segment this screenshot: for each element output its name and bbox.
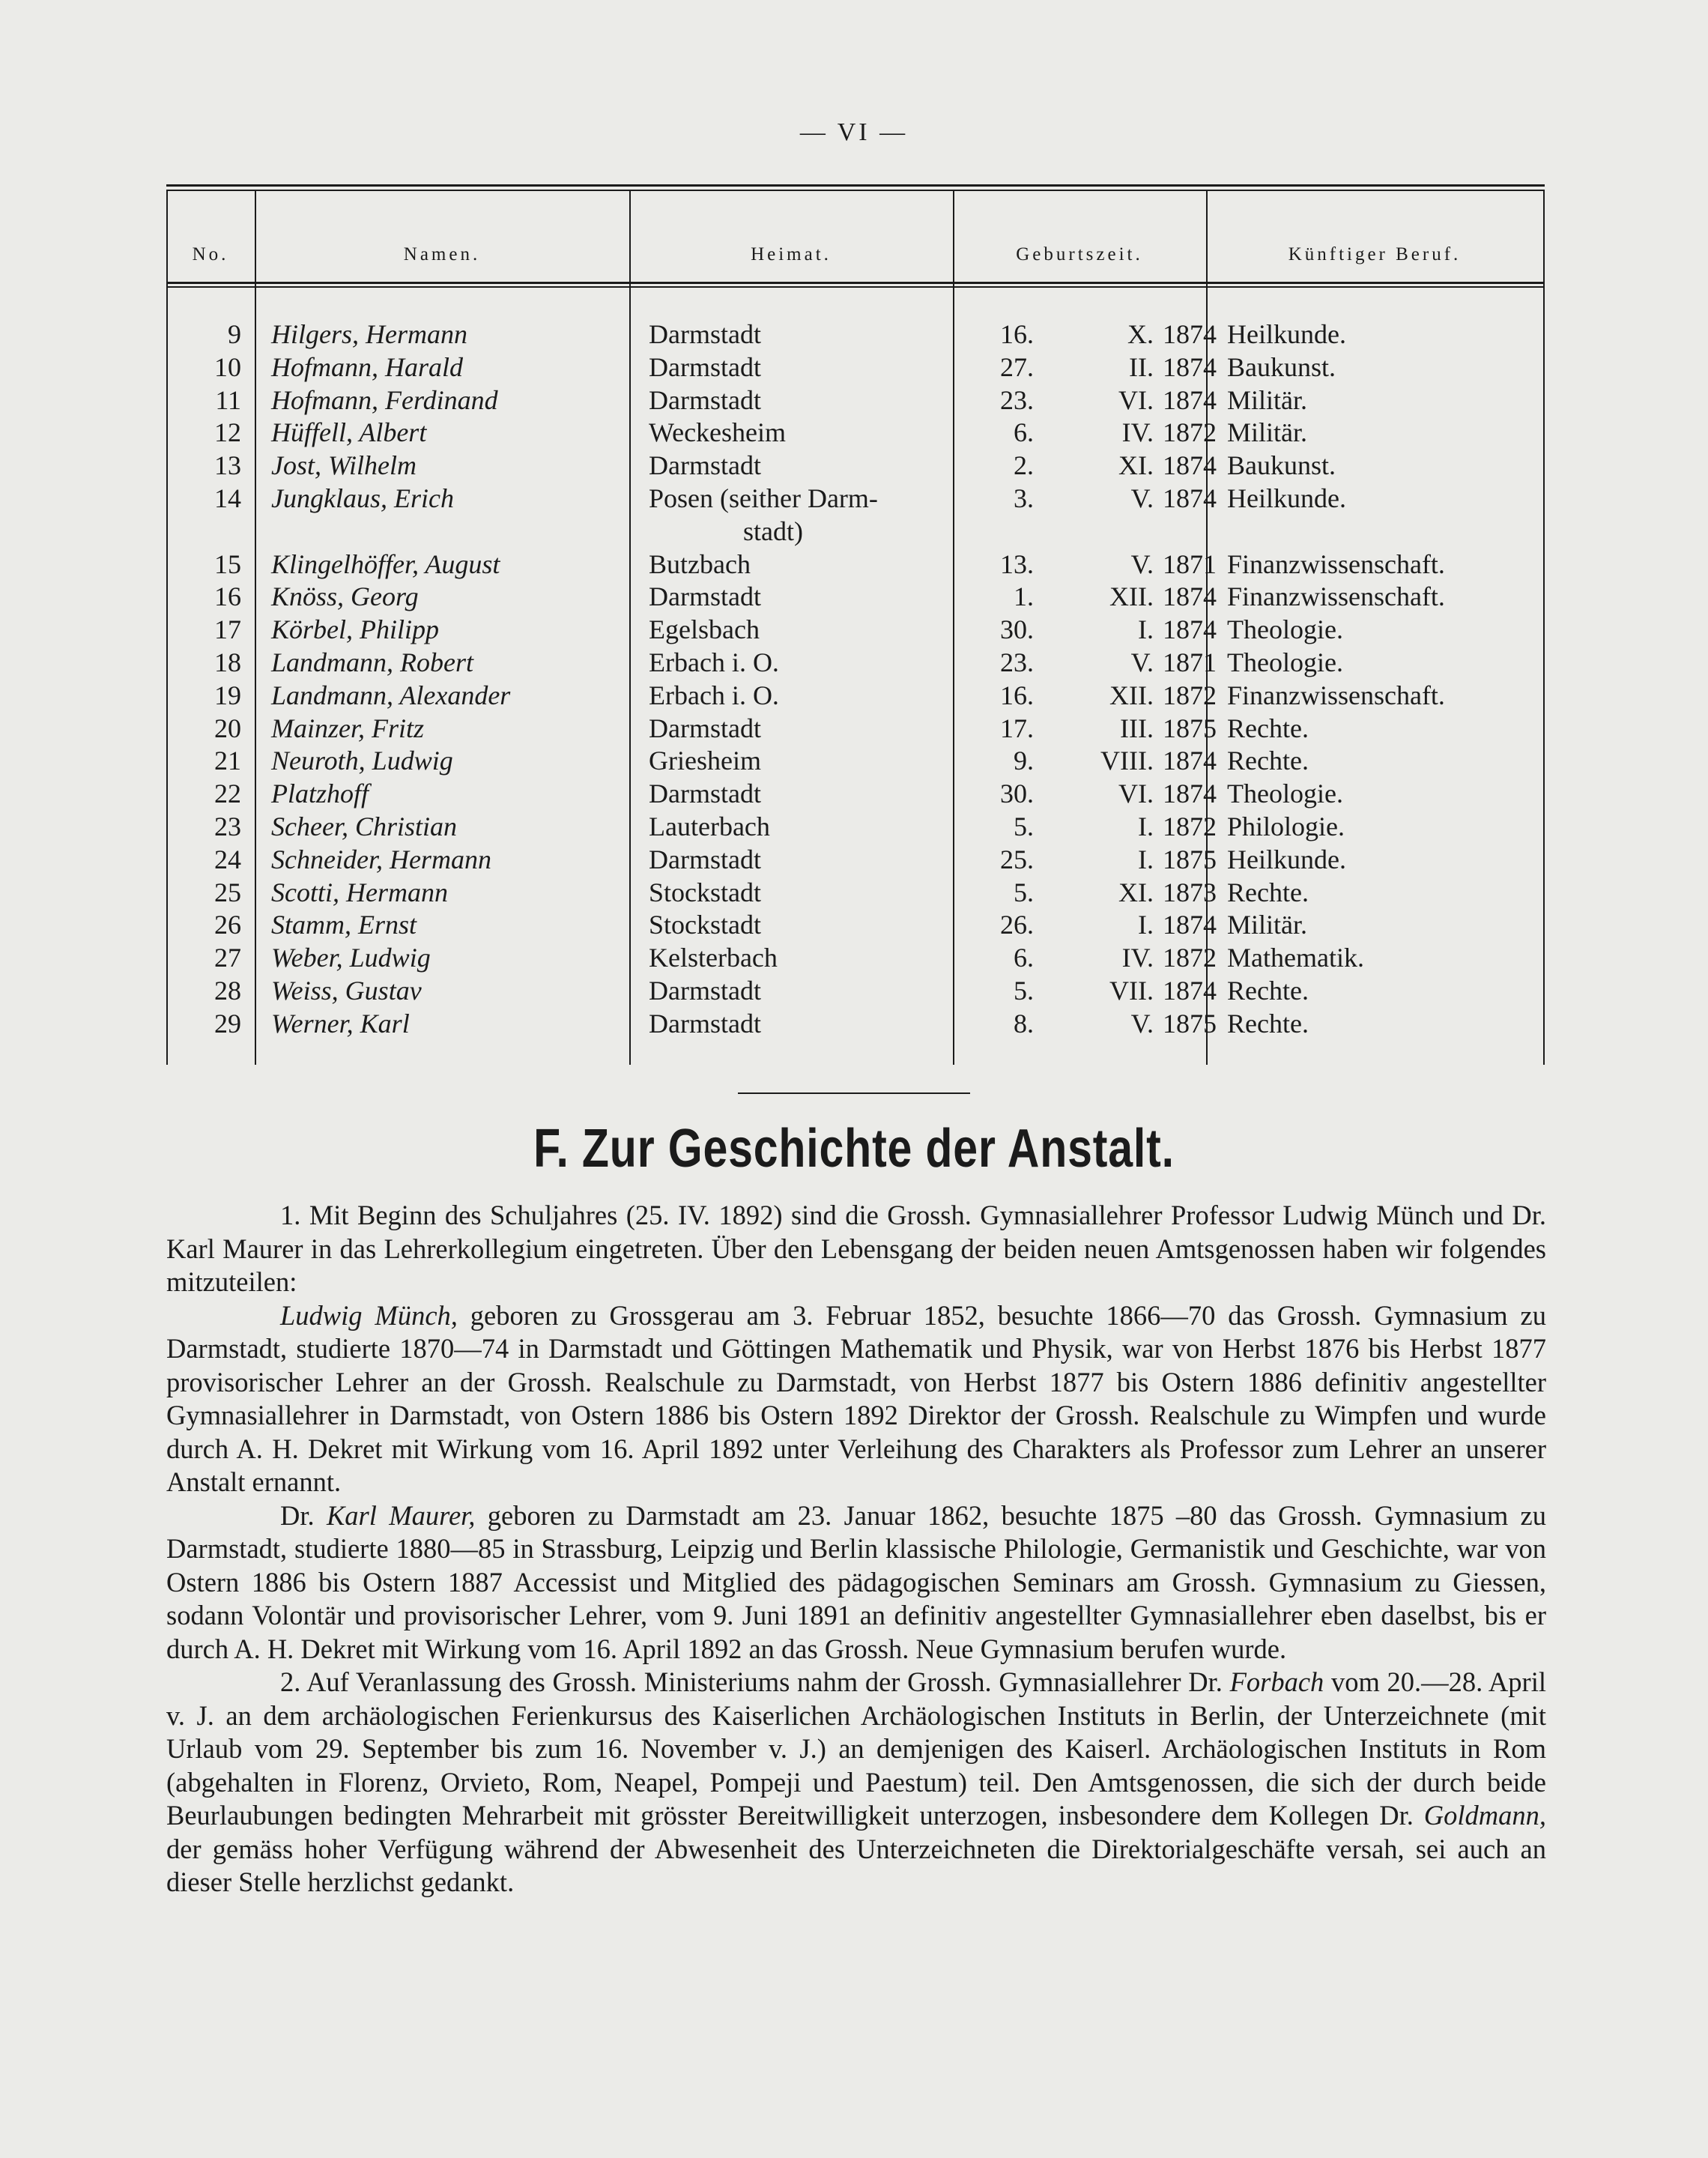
row-birth-year: 1874 — [1163, 581, 1217, 612]
row-no: 14 — [214, 483, 241, 513]
row-home: Darmstadt — [649, 779, 761, 809]
table-row — [166, 810, 1545, 843]
row-birth-year: 1872 — [1163, 811, 1217, 841]
row-name: Scheer, Christian — [271, 811, 457, 841]
table-row — [166, 646, 1545, 679]
row-birth-month: VI. — [1118, 779, 1154, 809]
row-no: 11 — [215, 384, 241, 415]
section-title: F. Zur Geschichte der Anstalt. — [533, 1119, 1175, 1179]
table-row — [166, 449, 1545, 482]
name-goldmann: Goldmann, — [1423, 1800, 1546, 1831]
row-no: 21 — [214, 746, 241, 776]
row-career: Theologie. — [1227, 614, 1343, 645]
row-home: Erbach i. O. — [649, 680, 779, 710]
row-birth-year: 1871 — [1163, 647, 1217, 677]
name-muench: Ludwig Münch, — [280, 1299, 458, 1331]
header-birth: Geburtszeit. — [1016, 244, 1143, 265]
row-birth-month: XII. — [1109, 680, 1154, 710]
row-no: 10 — [214, 351, 241, 382]
row-name: Landmann, Alexander — [271, 680, 511, 710]
row-birth-month: I. — [1138, 614, 1154, 645]
row-home: Darmstadt — [649, 1008, 761, 1039]
row-home: Butzbach — [649, 548, 751, 579]
row-birth-day: 5. — [1014, 877, 1034, 907]
row-career: Militär. — [1227, 910, 1307, 940]
row-birth-day: 23. — [1000, 384, 1034, 415]
row-name: Neuroth, Ludwig — [271, 746, 453, 776]
row-birth-month: XI. — [1118, 450, 1154, 481]
row-no: 9 — [228, 319, 241, 349]
row-name: Klingelhöffer, August — [271, 548, 500, 579]
row-no: 19 — [214, 680, 241, 710]
row-birth-year: 1874 — [1163, 384, 1217, 415]
table-row — [166, 777, 1545, 810]
row-career: Finanzwissenschaft. — [1227, 680, 1445, 710]
paragraph-1: 1. Mit Beginn des Schuljahres (25. IV. 1892) sind die Grossh. Gymnasiallehrer Professor Ludwig Münch und Dr. Karl Maurer in das Lehrerkollegium eingetreten. Über den Lebensgang der beiden neuen Amtsgenossen haben wir folgendes mitzuteilen: — [166, 1200, 1546, 1297]
row-name: Hofmann, Harald — [271, 351, 464, 382]
row-home: Weckesheim — [649, 417, 787, 448]
row-no: 27 — [214, 943, 241, 973]
row-career: Rechte. — [1227, 746, 1309, 776]
row-home: Darmstadt — [649, 450, 761, 481]
row-no: 22 — [214, 779, 241, 809]
row-birth-day: 16. — [1000, 680, 1034, 710]
row-birth-month: I. — [1138, 910, 1154, 940]
name-forbach: Forbach — [1229, 1666, 1324, 1697]
row-home: Erbach i. O. — [649, 647, 779, 677]
paragraph-4 — [166, 1666, 1546, 1899]
row-birth-day: 23. — [1000, 647, 1034, 677]
row-birth-day: 5. — [1014, 811, 1034, 841]
row-home: Darmstadt — [649, 351, 761, 382]
table-row — [166, 974, 1545, 1007]
row-no: 23 — [214, 811, 241, 841]
row-birth-month: X. — [1127, 319, 1154, 349]
row-name: Knöss, Georg — [271, 581, 419, 612]
row-no: 24 — [214, 844, 241, 874]
paragraph-4-post: der gemäss hoher Verfügung während der Abwesenheit des Unterzeichneten die Direktorialgeschäfte versah, sei auch an dieser Stelle herzlichst gedankt. — [166, 1833, 1546, 1897]
row-birth-month: III. — [1120, 713, 1154, 743]
row-home: Stockstadt — [649, 877, 761, 907]
row-name: Hüffell, Albert — [271, 417, 427, 448]
table-row — [166, 876, 1545, 909]
row-no: 25 — [214, 877, 241, 907]
table-row-continuation — [166, 515, 1545, 548]
paragraph-2 — [166, 1299, 1546, 1499]
row-home: Darmstadt — [649, 384, 761, 415]
table-row — [166, 712, 1545, 745]
row-birth-year: 1871 — [1163, 548, 1217, 579]
table-row — [166, 416, 1545, 449]
row-home: Darmstadt — [649, 319, 761, 349]
row-career: Heilkunde. — [1227, 319, 1346, 349]
row-birth-day: 26. — [1000, 910, 1034, 940]
row-birth-year: 1874 — [1163, 483, 1217, 513]
row-name: Schneider, Hermann — [271, 844, 491, 874]
row-name: Jost, Wilhelm — [271, 450, 417, 481]
row-name: Platzhoff — [271, 779, 369, 809]
row-birth-month: I. — [1138, 811, 1154, 841]
row-birth-day: 5. — [1014, 976, 1034, 1006]
row-no: 13 — [214, 450, 241, 481]
table-row — [166, 482, 1545, 515]
table-top-rule — [166, 184, 1545, 187]
row-no: 17 — [214, 614, 241, 645]
row-name: Körbel, Philipp — [271, 614, 439, 645]
row-name: Jungklaus, Erich — [271, 483, 454, 513]
row-birth-month: VIII. — [1100, 746, 1154, 776]
row-birth-year: 1874 — [1163, 746, 1217, 776]
table-row — [166, 580, 1545, 613]
row-birth-year: 1874 — [1163, 319, 1217, 349]
row-birth-month: V. — [1130, 1008, 1154, 1039]
paragraph-2-text: geboren zu Grossgerau am 3. Februar 1852, besuchte 1866—70 das Grossh. Gymnasium zu Darmstadt, studierte 1870—74 in Darmstadt und Göttingen Mathematik und Physik, war von Herbst 1876 bis Herbst 1877 provisorischer Lehrer an der Grossh. Realschule zu Darmstadt, von Herbst 1877 bis Ostern 1886 definitiv angestellter Gymnasiallehrer in Darmstadt, von Ostern 1886 bis Ostern 1892 Direktor der Grossh. Realschule zu Wimpfen und wurde durch A. H. Dekret mit Wirkung vom 16. April 1892 unter Verleihung des Charakters als Professor zum Lehrer an unserer Anstalt ernannt. — [166, 1299, 1546, 1497]
row-birth-day: 3. — [1014, 483, 1034, 513]
row-career: Heilkunde. — [1227, 844, 1346, 874]
table-row — [166, 744, 1545, 777]
table-row — [166, 679, 1545, 712]
header-no: No. — [192, 244, 229, 265]
paragraph-4-pre: 2. Auf Veranlassung des Grossh. Ministeriums nahm der Grossh. Gymnasiallehrer Dr. — [280, 1666, 1230, 1697]
header-bottom-rule — [166, 282, 1545, 284]
row-birth-year: 1875 — [1163, 844, 1217, 874]
row-birth-day: 8. — [1014, 1008, 1034, 1039]
table-row — [166, 843, 1545, 876]
row-no: 20 — [214, 713, 241, 743]
row-birth-month: VII. — [1109, 976, 1154, 1006]
row-home-continued: stadt) — [743, 516, 803, 546]
header-career: Künftiger Beruf. — [1288, 244, 1462, 265]
paragraph-3-text: geboren zu Darmstadt am 23. Januar 1862, besuchte 1875 –80 das Grossh. Gymnasium zu Darmstadt, studierte 1880—85 in Strassburg, Leipzig und Berlin klassische Philologie, Germanistik und Geschichte, war von Ostern 1886 bis Ostern 1887 Accessist und Mitglied des pädagogischen Seminars am Grossh. Gymnasium zu Giessen, sodann Volontär und provisorischer Lehrer, vom 9. Juni 1891 an definitiv angestellter Gymnasiallehrer eben daselbst, bis er durch A. H. Dekret mit Wirkung vom 16. April 1892 an das Grossh. Neue Gymnasium berufen wurde. — [166, 1499, 1546, 1664]
row-career: Rechte. — [1227, 976, 1309, 1006]
row-birth-year: 1874 — [1163, 976, 1217, 1006]
row-birth-year: 1874 — [1163, 779, 1217, 809]
table-row — [166, 548, 1545, 581]
row-home: Darmstadt — [649, 844, 761, 874]
table-row — [166, 351, 1545, 384]
header-bottom-rule-inner — [166, 286, 1545, 288]
row-birth-year: 1872 — [1163, 680, 1217, 710]
table-top-rule-inner — [166, 190, 1545, 191]
table-row — [166, 318, 1545, 351]
row-birth-day: 1. — [1014, 581, 1034, 612]
row-home: Kelsterbach — [649, 943, 778, 973]
row-career: Militär. — [1227, 417, 1307, 448]
row-name: Stamm, Ernst — [271, 910, 417, 940]
row-no: 16 — [214, 581, 241, 612]
row-name: Weber, Ludwig — [271, 943, 431, 973]
paragraph-4-mid: vom 20.—28. April v. J. an dem archäologischen Ferienkursus des Kaiserlichen Archäologischen Instituts in Berlin, der Unterzeichnete (mit Urlaub vom 29. September bis zum 16. November v. J.) an demjenigen des Kaiserl. Archäologischen Instituts in Rom (abgehalten in Florenz, Orvieto, Rom, Neapel, Pompeji und Paestum) teil. Den Amtsgenossen, die sich der durch beide Beurlaubungen bedingten Mehrarbeit mit grösster Bereitwilligkeit unterzogen, insbesondere dem Kollegen Dr. — [166, 1666, 1546, 1831]
section-separator — [738, 1092, 970, 1094]
name-maurer: Karl Maurer, — [326, 1499, 476, 1531]
table-row — [166, 1007, 1545, 1040]
header-home: Heimat. — [751, 244, 832, 265]
row-birth-day: 30. — [1000, 779, 1034, 809]
row-birth-year: 1874 — [1163, 910, 1217, 940]
section-body — [166, 1199, 1546, 1899]
row-birth-month: XII. — [1109, 581, 1154, 612]
row-home: Egelsbach — [649, 614, 760, 645]
row-birth-day: 13. — [1000, 548, 1034, 579]
row-name: Werner, Karl — [271, 1008, 410, 1039]
row-no: 28 — [214, 976, 241, 1006]
row-home: Darmstadt — [649, 713, 761, 743]
row-birth-month: IV. — [1121, 417, 1154, 448]
row-no: 15 — [214, 548, 241, 579]
row-career: Heilkunde. — [1227, 483, 1346, 513]
row-name: Hilgers, Hermann — [271, 319, 467, 349]
row-birth-month: V. — [1130, 483, 1154, 513]
row-birth-year: 1874 — [1163, 450, 1217, 481]
row-birth-day: 6. — [1014, 943, 1034, 973]
row-no: 26 — [214, 910, 241, 940]
row-career: Militär. — [1227, 384, 1307, 415]
row-career: Finanzwissenschaft. — [1227, 548, 1445, 579]
row-home: Darmstadt — [649, 976, 761, 1006]
row-birth-day: 25. — [1000, 844, 1034, 874]
row-birth-year: 1872 — [1163, 943, 1217, 973]
row-birth-day: 30. — [1000, 614, 1034, 645]
table-row — [166, 613, 1545, 646]
row-birth-day: 6. — [1014, 417, 1034, 448]
row-career: Rechte. — [1227, 1008, 1309, 1039]
row-name: Weiss, Gustav — [271, 976, 422, 1006]
page-number: — VI — — [799, 118, 909, 146]
row-home: Stockstadt — [649, 910, 761, 940]
row-name: Mainzer, Fritz — [271, 713, 425, 743]
row-birth-year: 1872 — [1163, 417, 1217, 448]
row-birth-year: 1873 — [1163, 877, 1217, 907]
row-career: Rechte. — [1227, 877, 1309, 907]
row-birth-month: I. — [1138, 844, 1154, 874]
row-name: Landmann, Robert — [271, 647, 473, 677]
row-name: Scotti, Hermann — [271, 877, 448, 907]
row-birth-year: 1874 — [1163, 614, 1217, 645]
pupil-table — [166, 184, 1545, 1065]
row-career: Rechte. — [1227, 713, 1309, 743]
row-no: 29 — [214, 1008, 241, 1039]
row-career: Baukunst. — [1227, 450, 1336, 481]
row-birth-month: IV. — [1121, 943, 1154, 973]
row-birth-year: 1875 — [1163, 713, 1217, 743]
row-birth-day: 27. — [1000, 351, 1034, 382]
row-career: Mathematik. — [1227, 943, 1364, 973]
row-no: 12 — [214, 417, 241, 448]
table-row — [166, 908, 1545, 941]
row-birth-month: XI. — [1118, 877, 1154, 907]
row-birth-day: 16. — [1000, 319, 1034, 349]
paragraph-3 — [166, 1499, 1546, 1666]
table-row — [166, 384, 1545, 417]
row-birth-year: 1874 — [1163, 351, 1217, 382]
table-row — [166, 941, 1545, 974]
row-career: Philologie. — [1227, 811, 1345, 841]
row-career: Theologie. — [1227, 647, 1343, 677]
row-no: 18 — [214, 647, 241, 677]
row-birth-month: VI. — [1118, 384, 1154, 415]
row-career: Finanzwissenschaft. — [1227, 581, 1445, 612]
row-home: Darmstadt — [649, 581, 761, 612]
paragraph-3-pre: Dr. — [280, 1499, 327, 1531]
row-name: Hofmann, Ferdinand — [271, 384, 498, 415]
header-name: Namen. — [403, 244, 481, 265]
row-birth-year: 1875 — [1163, 1008, 1217, 1039]
row-home: Posen (seither Darm- — [649, 483, 878, 513]
row-career: Baukunst. — [1227, 351, 1336, 382]
row-birth-month: II. — [1129, 351, 1154, 382]
row-career: Theologie. — [1227, 779, 1343, 809]
row-birth-day: 17. — [1000, 713, 1034, 743]
row-home: Lauterbach — [649, 811, 770, 841]
row-birth-day: 2. — [1014, 450, 1034, 481]
row-birth-month: V. — [1130, 548, 1154, 579]
row-birth-month: V. — [1130, 647, 1154, 677]
row-birth-day: 9. — [1014, 746, 1034, 776]
row-home: Griesheim — [649, 746, 761, 776]
